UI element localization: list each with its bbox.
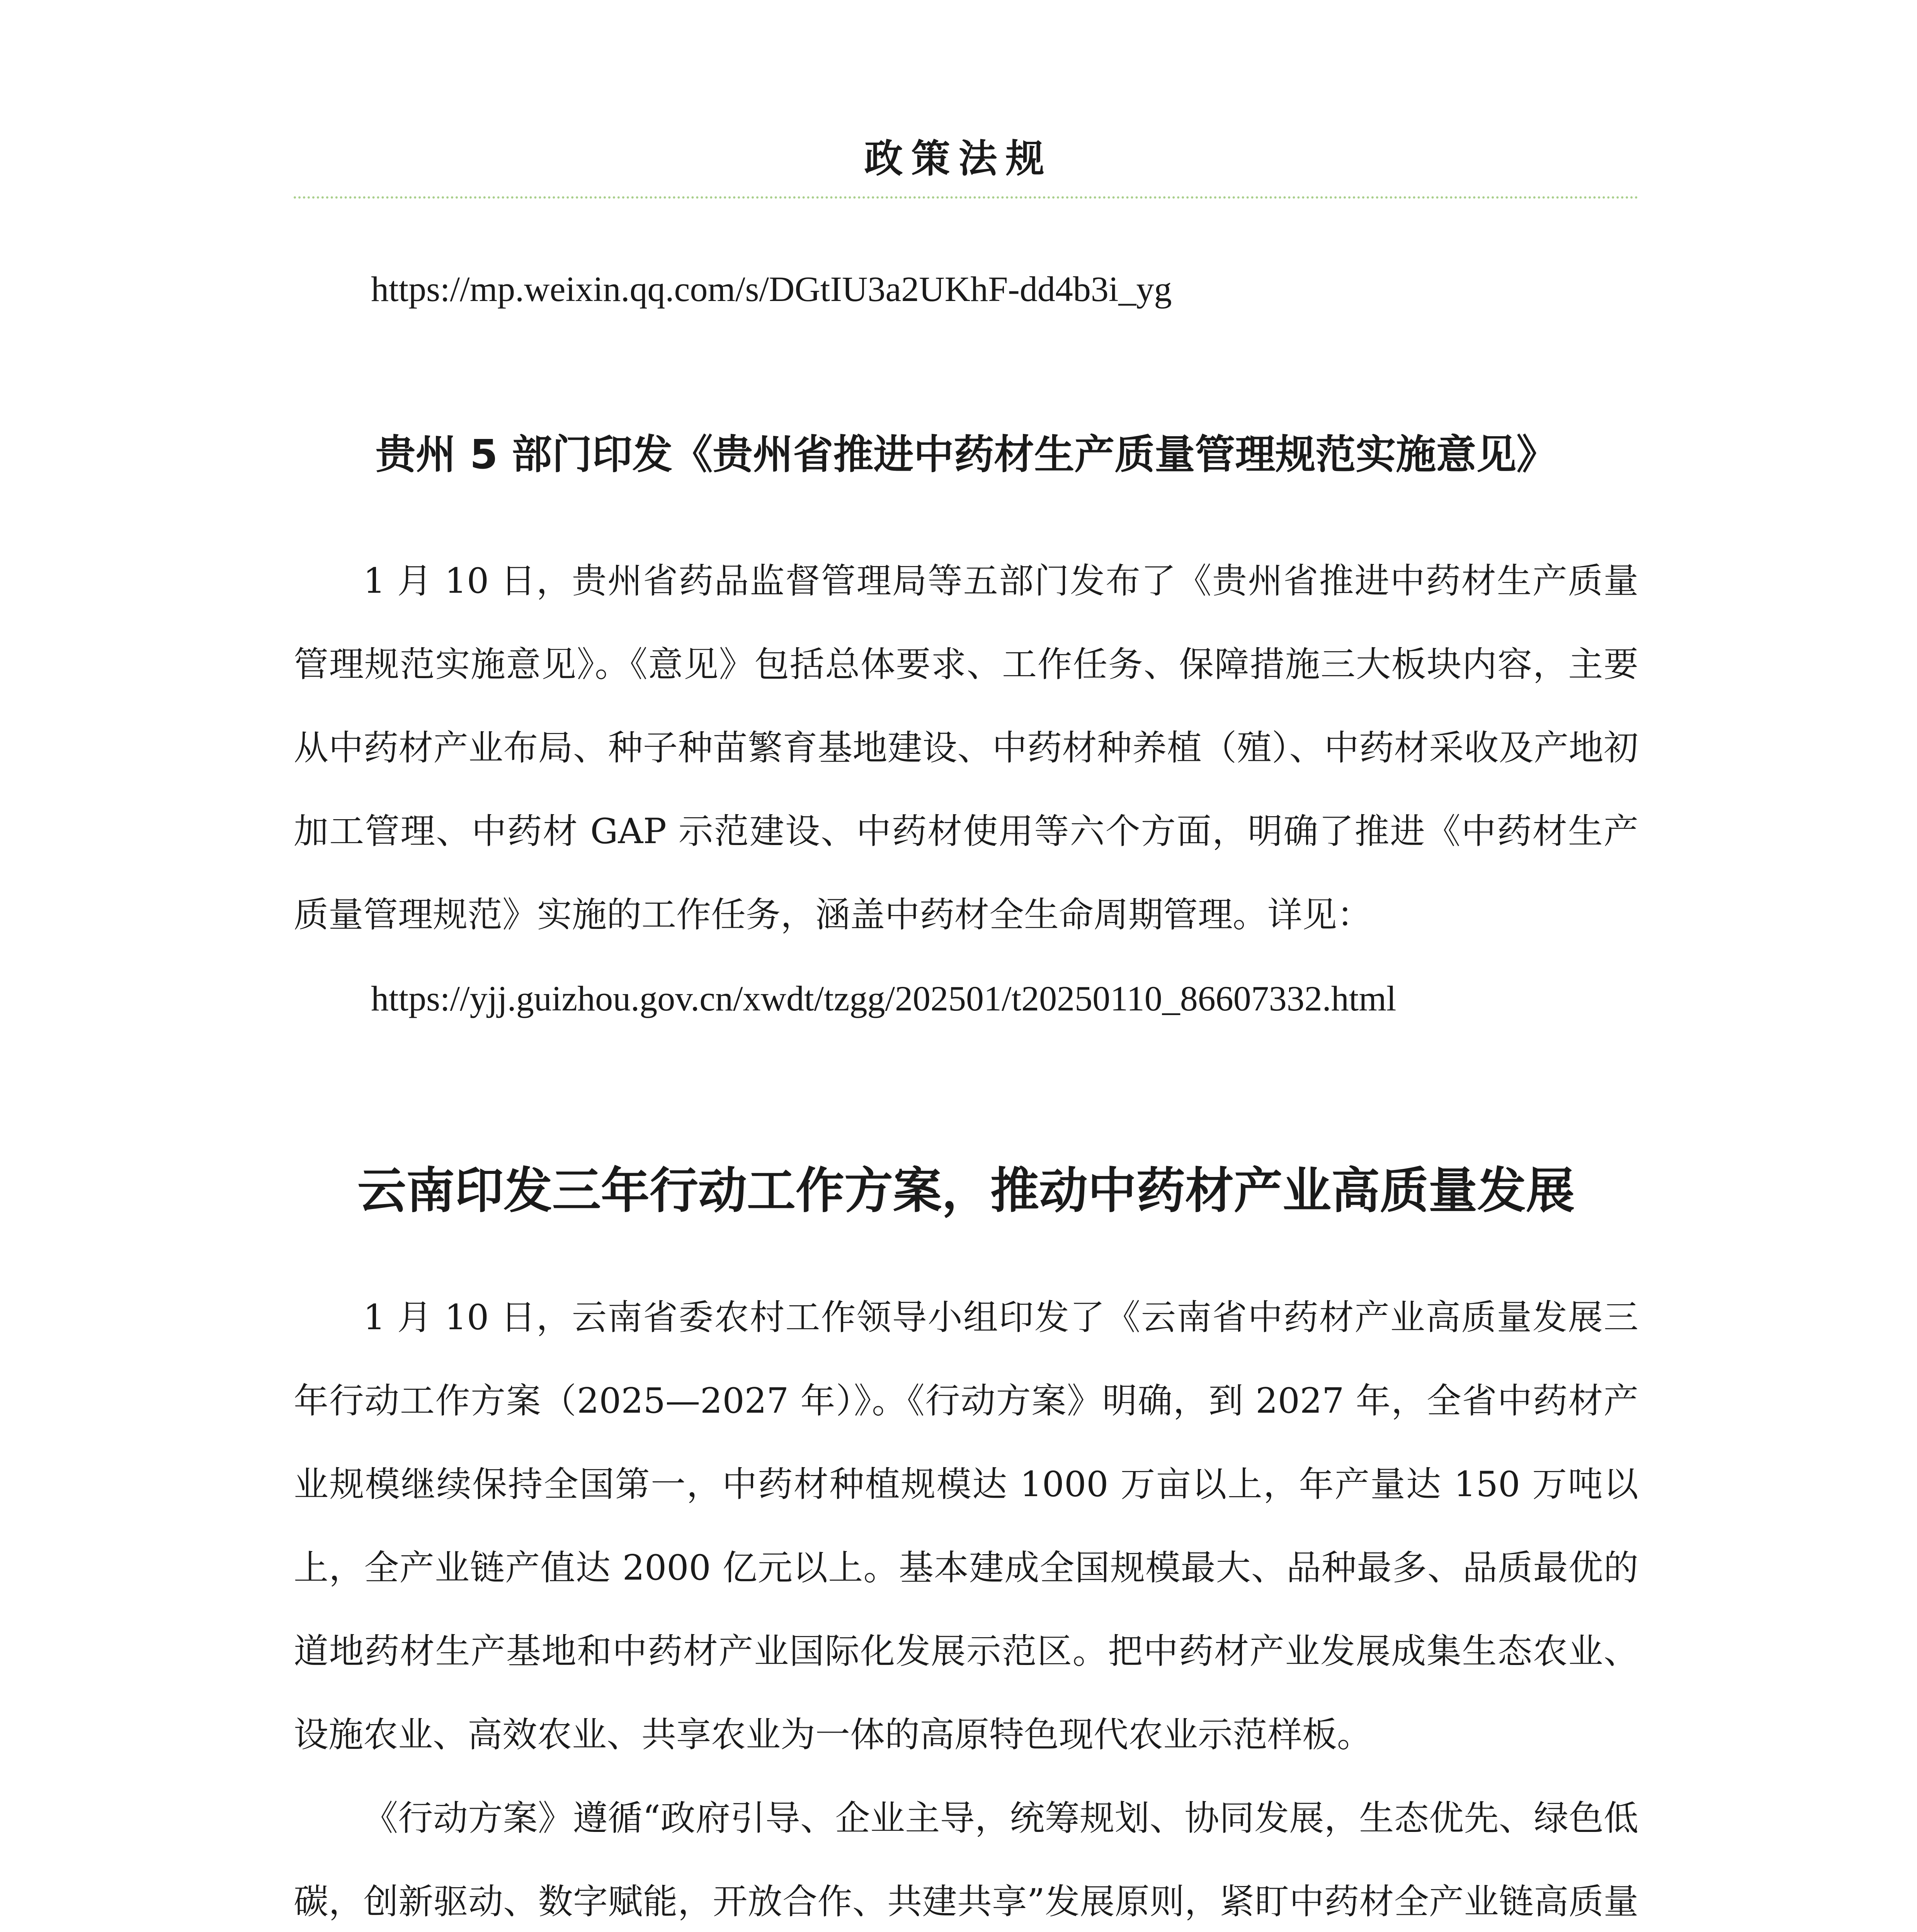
section-paragraph-yunnan-2: 《行动方案》遵循“政府引导、企业主导，统筹规划、协同发展，生态优先、绿色低碳，创新驱动、数字赋能，开放合作、共建共享”发展原则，紧盯中药材全产业链高质量 [294,1798,1638,1922]
top-url-link[interactable]: https://mp.weixin.qq.com/s/DGtIU3a2UKhF-dd4b3i_yg [371,269,1172,309]
section-paragraph-guizhou: 1 月 10 日，贵州省药品监督管理局等五部门发布了《贵州省推进中药材生产质量管理规范实施意见》。《意见》包括总体要求、工作任务、保障措施三大板块内容，主要从中药材产业布局、种子种苗繁育基地建设、中药材种养植（殖）、中药材采收及产地初加工管理、中药材 GAP 示范建设、中药材使用等六个方面，明确了推进《中药材生产质量管理规范》实施的工作任务，涵盖中药材全生命周期管理。详见： [294,561,1638,935]
section-heading-yunnan: 云南印发三年行动工作方案，推动中药材产业高质量发展 [357,1162,1575,1219]
section-paragraph-yunnan-1: 1 月 10 日，云南省委农村工作领导小组印发了《云南省中药材产业高质量发展三年行动工作方案（2025—2027 年）》。《行动方案》明确，到 2027 年，全省中药材产业规模继续保持全国第一，中药材种植规模达 1000 万亩以上，年产量达 150 万吨以上，全产业链产值达 2000 亿元以上。基本建成全国规模最大、品种最多、品质最优的道地药材生产基地和中药材产业国际化发展示范区。把中药材产业发展成集生态农业、设施农业、高效农业、共享农业为一体的高原特色现代农业示范样板。 [294,1297,1638,1755]
header-divider [294,196,1638,199]
page-header-title: 政策法规 [864,136,1053,181]
section-heading-guizhou: 贵州 5 部门印发《贵州省推进中药材生产质量管理规范实施意见》 [375,431,1557,478]
page-content [294,247,1638,1932]
url-link-guizhou[interactable]: https://yjj.guizhou.gov.cn/xwdt/tzgg/202501/t20250110_86607332.html [371,979,1397,1018]
